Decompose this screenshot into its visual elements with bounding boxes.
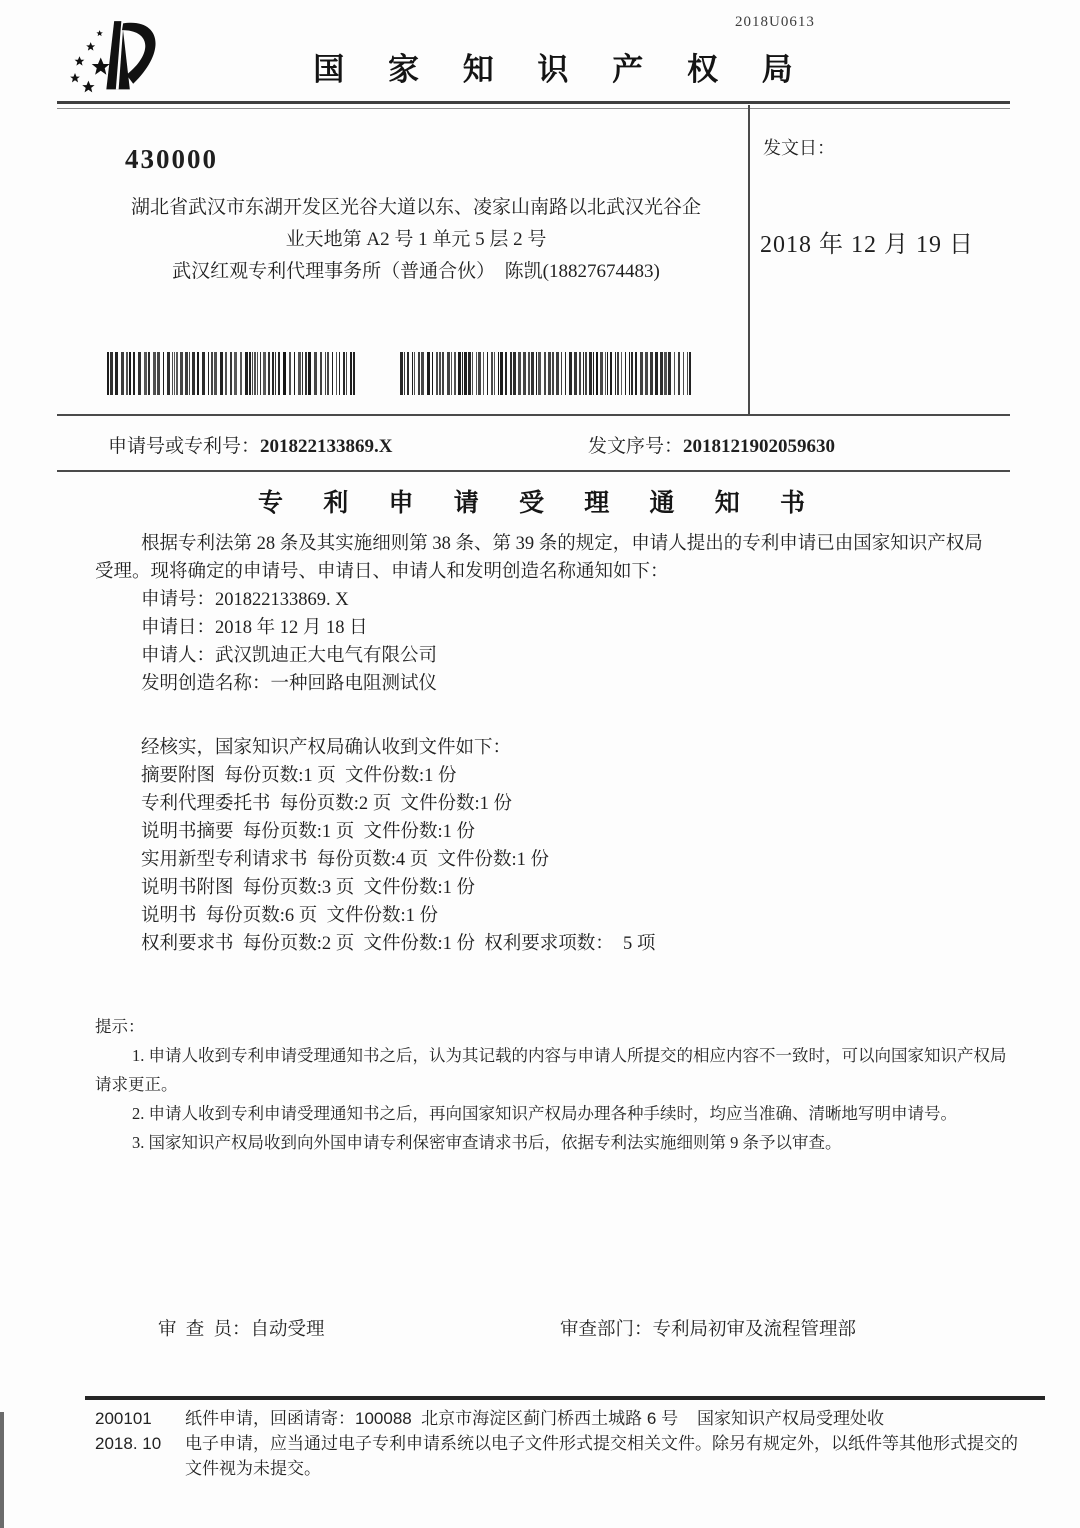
reference-divider [57,470,1010,472]
spacer [95,698,995,734]
field-filing-date: 申请日：2018 年 12 月 18 日 [141,618,368,638]
field-applicant: 申请人：武汉凯迪正大电气有限公司 [141,646,438,666]
document-line: 说明书附图 每份页数:3 页 文件份数:1 份 [141,878,476,898]
application-number-label: 申请号或专利号： [108,436,261,457]
footer-line: 纸件申请，回函请寄：100088 北京市海淀区蓟门桥西土城路 6 号 国家知识产权局受理处收 [185,1409,884,1428]
issue-date-value: 2018 年 12 月 19 日 [760,232,974,258]
address-line: 武汉红观专利代理事务所（普通合伙） 陈凯(18827674483) [172,261,660,282]
postal-code: 430000 [125,144,218,174]
received-header: 经核实，国家知识产权局确认收到文件如下： [141,738,512,758]
application-number-field [108,431,393,458]
form-code: 200101 [95,1409,152,1428]
department-label: 审查部门： [560,1320,653,1340]
application-number-value: 201822133869.X [260,436,393,457]
application-barcode [107,352,359,395]
serial-number-label: 发文序号： [588,436,684,457]
footer-divider [85,1396,1045,1400]
note-line: 2. 申请人收到专利申请受理通知书之后，再向国家知识产权局办理各种手续时，均应当准确、清晰地写明申请号。 [132,1104,957,1123]
form-codes [95,1406,161,1456]
document-line: 摘要附图 每份页数:1 页 文件份数:1 份 [141,766,457,786]
notes-section [95,1012,1043,1157]
document-line: 说明书摘要 每份页数:1 页 文件份数:1 份 [141,822,476,842]
box-vertical-divider [748,105,750,415]
agency-title: 国 家 知 识 产 权 局 [313,52,811,87]
serial-number-field [588,431,835,458]
examiner-value: 自动受理 [250,1320,325,1340]
address-line: 业天地第 A2 号 1 单元 5 层 2 号 [285,229,547,250]
address-line: 湖北省武汉市东湖开发区光谷大道以东、凌家山南路以北武汉光谷企 [130,197,701,218]
department-field [560,1315,856,1341]
notice-body [95,530,995,958]
serial-barcode [400,352,696,395]
document-line: 说明书 每份页数:6 页 文件份数:1 份 [141,906,439,926]
scan-edge-artifact [0,1412,4,1528]
intro-line: 受理。现将确定的申请号、申请日、申请人和发明创造名称通知如下： [95,562,669,582]
field-invention-title: 发明创造名称：一种回路电阻测试仪 [141,674,438,694]
document-line: 实用新型专利请求书 每份页数:4 页 文件份数:1 份 [141,850,550,870]
footer-instructions [185,1406,1053,1481]
document-line: 专利代理委托书 每份页数:2 页 文件份数:1 份 [141,794,513,814]
box-bottom-divider [57,414,1010,416]
form-date: 2018. 10 [95,1434,162,1453]
examiner-label: 审 查 员： [158,1320,251,1340]
notice-title: 专 利 申 请 受 理 通 知 书 [257,490,822,517]
intro-line: 根据专利法第 28 条及其实施细则第 38 条、第 39 条的规定，申请人提出的专利申请已由国家知识产权局 [141,534,983,554]
document-code: 2018U0613 [735,14,815,30]
note-line: 请求更正。 [95,1075,178,1094]
footer-line: 文件视为未提交。 [185,1459,321,1478]
serial-number-value: 2018121902059630 [683,436,836,457]
notes-label: 提示： [95,1017,145,1036]
footer-line: 电子申请，应当通过电子专利申请系统以电子文件形式提交相关文件。除另有规定外，以纸件等其他形式提交的 [185,1434,1018,1453]
issue-date-label: 发文日： [763,138,835,158]
header-divider [57,101,1010,109]
note-line: 1. 申请人收到专利申请受理通知书之后，认为其记载的内容与申请人所提交的相应内容不一致时，可以向国家知识产权局 [132,1046,1007,1065]
field-application-number: 申请号：201822133869. X [141,590,349,610]
recipient-address [92,192,740,288]
department-value: 专利局初审及流程管理部 [652,1320,857,1340]
document-line: 权利要求书 每份页数:2 页 文件份数:1 份 权利要求项数： 5 项 [141,934,656,954]
note-line: 3. 国家知识产权局收到向外国申请专利保密审查请求书后，依据专利法实施细则第 9 条予以审查。 [132,1133,842,1152]
examiner-field [158,1315,325,1341]
